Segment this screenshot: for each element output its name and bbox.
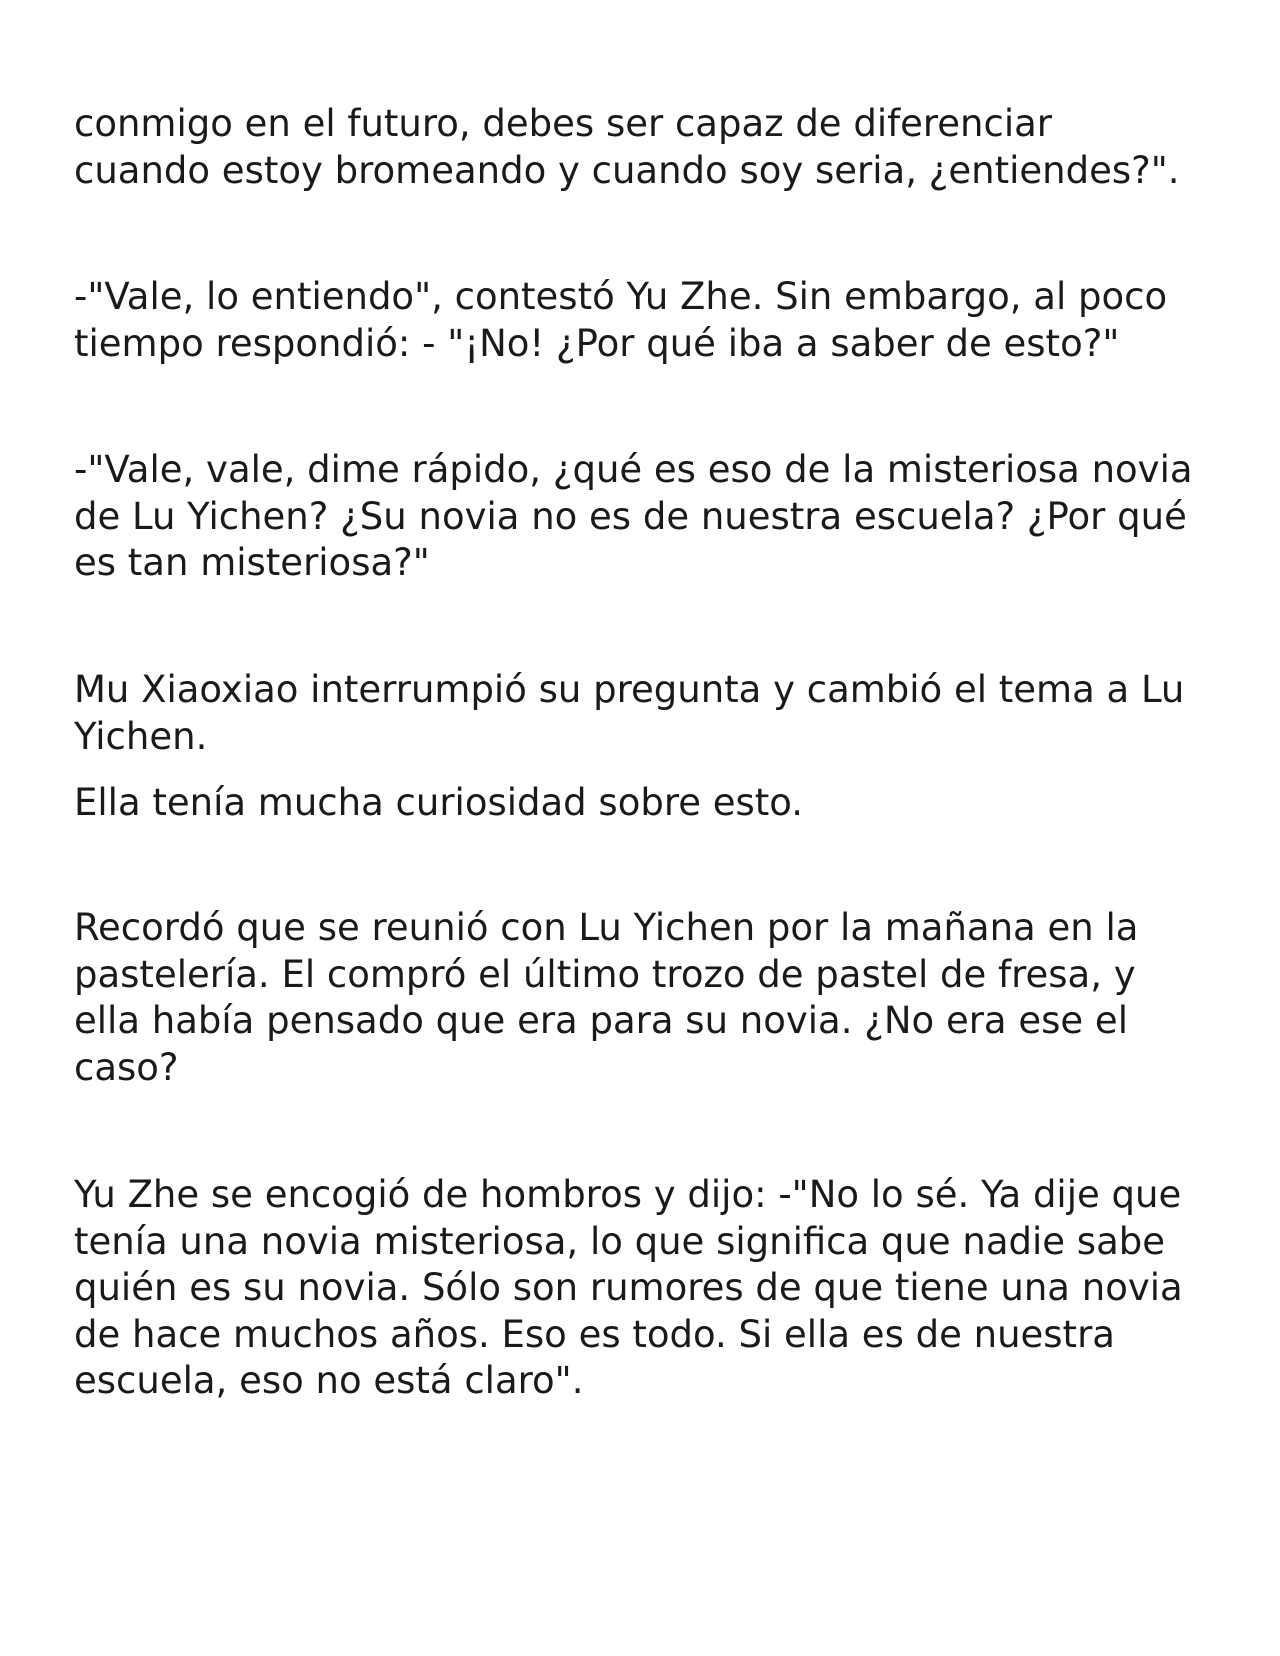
paragraph-3: -"Vale, vale, dime rápido, ¿qué es eso de la misteriosa novia de Lu Yichen? ¿Su novia no es de nuestra escuela? ¿Por qué es tan misteriosa?": [74, 448, 1193, 584]
paragraph-2: -"Vale, lo entiendo", contestó Yu Zhe. Sin embargo, al poco tiempo respondió: - "¡No! ¿Por qué iba a saber de esto?": [74, 275, 1168, 365]
paragraph-4: Mu Xiaoxiao interrumpió su pregunta y cambió el tema a Lu Yichen.: [74, 668, 1185, 758]
paragraph-5: Ella tenía mucha curiosidad sobre esto.: [74, 781, 804, 824]
paragraph-1: conmigo en el futuro, debes ser capaz de diferenciar cuando estoy bromeando y cuando soy seria, ¿entiendes?".: [74, 102, 1180, 192]
paragraph-6: Recordó que se reunió con Lu Yichen por la mañana en la pastelería. El compró el último trozo de pastel de fresa, y ella había pensado que era para su novia. ¿No era ese el caso?: [74, 906, 1139, 1089]
paragraph-7: Yu Zhe se encogió de hombros y dijo: -"No lo sé. Ya dije que tenía una novia misteriosa, lo que significa que nadie sabe quién es su novia. Sólo son rumores de que tiene una novia de hace muchos años. Eso es todo. Si ella es de nuestra escuela, eso no está claro".: [74, 1173, 1183, 1402]
